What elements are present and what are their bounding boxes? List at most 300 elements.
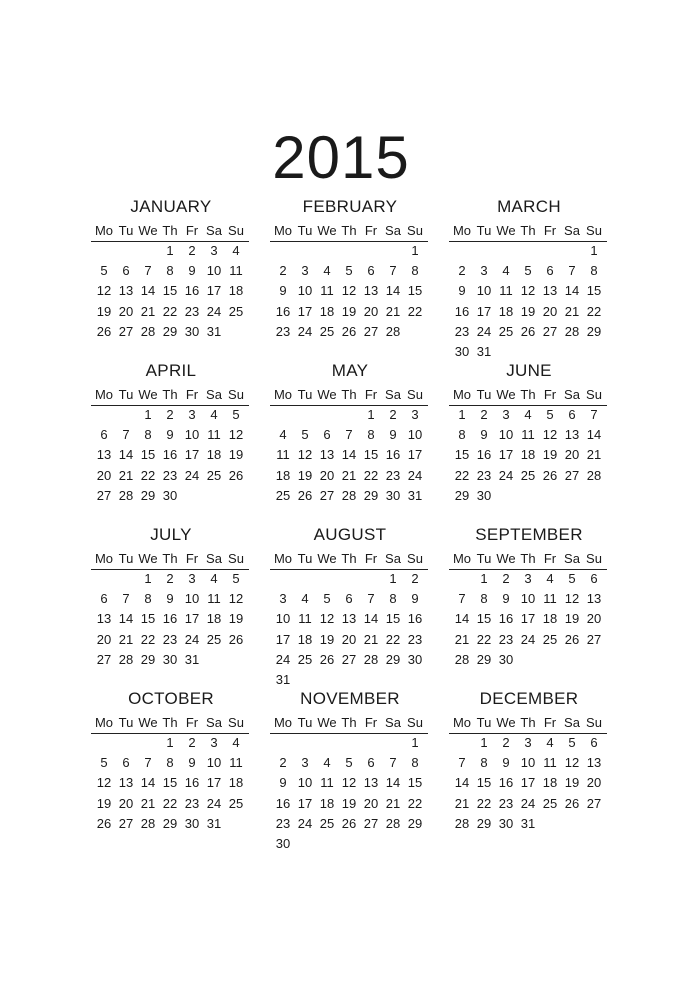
weekday-label: Fr	[543, 715, 557, 730]
day-cell: 14	[385, 283, 401, 299]
day-cell: 13	[586, 755, 602, 771]
day-cell: 7	[389, 755, 397, 771]
day-cell: 4	[279, 427, 287, 443]
day-cell: 20	[319, 467, 335, 483]
day-cell: 21	[385, 303, 401, 319]
day-cell: 25	[228, 795, 244, 811]
day-cell: 16	[385, 447, 401, 463]
day-cell: 3	[301, 263, 309, 279]
day-cell: 17	[206, 283, 222, 299]
day-cell: 4	[232, 735, 240, 750]
day-cell: 11	[207, 427, 221, 443]
day-cell: 11	[298, 611, 312, 627]
day-cell: 2	[502, 571, 510, 586]
day-cell: 13	[341, 611, 357, 627]
weekday-label: Tu	[476, 387, 492, 402]
day-cell: 12	[520, 283, 536, 299]
day-cell: 14	[118, 447, 134, 463]
day-cell: 30	[275, 836, 291, 851]
day-cell: 5	[345, 755, 353, 771]
day-cell: 13	[118, 283, 134, 299]
day-cell: 15	[407, 775, 423, 791]
weekday-label: We	[496, 715, 516, 730]
weekday-label: Tu	[118, 551, 134, 566]
day-cell: 29	[162, 323, 178, 339]
day-cell: 28	[341, 487, 357, 503]
day-cell: 16	[184, 283, 200, 299]
day-cell: 3	[188, 571, 196, 586]
day-cell: 11	[499, 283, 513, 299]
day-cell: 23	[407, 631, 423, 647]
day-cell: 30	[498, 651, 514, 667]
day-cell: 2	[480, 407, 488, 422]
day-cell: 7	[122, 591, 130, 607]
day-cell: 9	[411, 591, 419, 607]
month-name: JANUARY	[130, 197, 212, 216]
month-name: NOVEMBER	[300, 689, 400, 708]
day-cell: 24	[275, 651, 291, 667]
day-cell: 4	[546, 735, 554, 750]
day-cell: 3	[210, 243, 218, 258]
day-cell: 4	[232, 243, 240, 258]
day-cell: 15	[407, 283, 423, 299]
weekday-label: Tu	[118, 715, 134, 730]
day-cell: 18	[319, 795, 335, 811]
day-cell: 26	[564, 795, 580, 811]
weekday-label: Su	[586, 387, 602, 402]
day-cell: 20	[118, 303, 134, 319]
weekday-label: Tu	[476, 715, 492, 730]
day-cell: 21	[564, 303, 580, 319]
weekday-label: Mo	[273, 387, 293, 402]
day-cell: 12	[564, 591, 580, 607]
day-cell: 28	[586, 467, 602, 483]
day-cell: 16	[476, 447, 492, 463]
day-cell: 10	[498, 427, 514, 443]
month-name: APRIL	[145, 361, 197, 380]
day-cell: 9	[166, 591, 174, 607]
weekday-label: Th	[162, 387, 178, 402]
day-cell: 27	[96, 651, 112, 667]
day-cell: 29	[586, 323, 602, 339]
day-cell: 28	[118, 651, 134, 667]
month-november	[272, 689, 428, 849]
day-cell: 15	[454, 447, 470, 463]
weekday-label: Su	[586, 551, 602, 566]
day-cell: 10	[206, 263, 222, 279]
weekday-label: Tu	[297, 715, 313, 730]
day-cell: 22	[385, 631, 401, 647]
day-cell: 10	[184, 591, 200, 607]
day-cell: 25	[275, 487, 291, 503]
day-cell: 14	[363, 611, 379, 627]
day-cell: 10	[520, 755, 536, 771]
weekday-label: Th	[520, 715, 536, 730]
weekday-label: Sa	[206, 223, 222, 238]
month-name: JUNE	[506, 361, 552, 380]
day-cell: 28	[454, 815, 470, 831]
day-cell: 30	[498, 815, 514, 831]
weekday-label: Mo	[452, 223, 472, 238]
day-cell: 12	[542, 427, 558, 443]
day-cell: 2	[166, 571, 174, 586]
day-cell: 30	[454, 344, 470, 359]
weekday-label: Mo	[94, 223, 114, 238]
day-cell: 3	[411, 407, 419, 422]
day-cell: 19	[297, 467, 313, 483]
day-cell: 27	[96, 487, 112, 503]
month-october	[93, 689, 249, 849]
month-may	[272, 361, 428, 521]
weekday-label: We	[138, 715, 158, 730]
day-cell: 19	[341, 795, 357, 811]
weekday-label: Th	[162, 223, 178, 238]
month-name: MARCH	[497, 197, 561, 216]
weekday-label: Tu	[476, 551, 492, 566]
day-cell: 27	[564, 467, 580, 483]
day-cell: 25	[542, 631, 558, 647]
day-cell: 16	[454, 303, 470, 319]
day-cell: 11	[229, 755, 243, 771]
month-name: FEBRUARY	[302, 197, 398, 216]
day-cell: 9	[502, 591, 510, 607]
day-cell: 10	[297, 775, 313, 791]
weekday-label: We	[496, 551, 516, 566]
day-cell: 24	[206, 303, 222, 319]
day-cell: 11	[229, 263, 243, 279]
day-cell: 25	[319, 323, 335, 339]
day-cell: 12	[297, 447, 313, 463]
day-cell: 16	[498, 611, 514, 627]
day-cell: 5	[345, 263, 353, 279]
day-cell: 6	[568, 407, 576, 422]
day-cell: 17	[184, 611, 200, 627]
day-cell: 21	[118, 631, 134, 647]
day-cell: 28	[363, 651, 379, 667]
weekday-label: We	[317, 551, 337, 566]
day-cell: 15	[586, 283, 602, 299]
day-cell: 16	[162, 447, 178, 463]
header-rule	[91, 569, 249, 570]
day-cell: 24	[184, 467, 200, 483]
weekday-label: Su	[228, 551, 244, 566]
day-cell: 3	[279, 591, 287, 607]
weekday-label: Th	[520, 551, 536, 566]
day-cell: 31	[206, 323, 222, 339]
month-august	[272, 525, 428, 685]
day-cell: 14	[454, 775, 470, 791]
day-cell: 2	[389, 407, 397, 422]
day-cell: 2	[279, 755, 287, 771]
day-cell: 24	[297, 323, 313, 339]
day-cell: 4	[323, 755, 331, 771]
day-cell: 22	[140, 631, 156, 647]
weekday-label: Tu	[297, 223, 313, 238]
header-rule	[270, 241, 428, 242]
day-cell: 26	[96, 815, 112, 831]
day-cell: 25	[206, 631, 222, 647]
weekday-label: We	[138, 223, 158, 238]
day-cell: 31	[520, 815, 536, 831]
day-cell: 15	[476, 611, 492, 627]
day-cell: 27	[363, 323, 379, 339]
day-cell: 9	[502, 755, 510, 771]
weekday-label: We	[317, 715, 337, 730]
day-cell: 23	[184, 303, 200, 319]
weekday-label: Sa	[385, 715, 401, 730]
day-cell: 5	[323, 591, 331, 607]
day-cell: 30	[162, 651, 178, 667]
day-cell: 2	[411, 571, 419, 586]
day-cell: 4	[524, 407, 532, 422]
weekday-label: We	[496, 223, 516, 238]
day-cell: 18	[228, 775, 244, 791]
day-cell: 23	[162, 467, 178, 483]
weekday-label: Fr	[185, 551, 199, 566]
day-cell: 27	[586, 631, 602, 647]
day-cell: 15	[385, 611, 401, 627]
day-cell: 8	[144, 591, 152, 607]
day-cell: 5	[301, 427, 309, 443]
day-cell: 13	[363, 775, 379, 791]
day-cell: 21	[586, 447, 602, 463]
day-cell: 25	[498, 323, 514, 339]
day-cell: 7	[144, 263, 152, 279]
day-cell: 14	[140, 775, 156, 791]
day-cell: 20	[542, 303, 558, 319]
day-cell: 16	[407, 611, 423, 627]
day-cell: 3	[188, 407, 196, 422]
day-cell: 10	[275, 611, 291, 627]
weekday-label: We	[317, 223, 337, 238]
month-name: SEPTEMBER	[475, 525, 583, 544]
day-cell: 22	[162, 303, 178, 319]
day-cell: 16	[498, 775, 514, 791]
day-cell: 31	[275, 672, 291, 687]
header-rule	[91, 733, 249, 734]
day-cell: 26	[319, 651, 335, 667]
weekday-label: Su	[586, 223, 602, 238]
day-cell: 22	[586, 303, 602, 319]
day-cell: 26	[228, 631, 244, 647]
day-cell: 18	[542, 775, 558, 791]
day-cell: 7	[458, 755, 466, 771]
day-cell: 3	[524, 735, 532, 750]
day-cell: 26	[564, 631, 580, 647]
weekday-label: Fr	[543, 223, 557, 238]
day-cell: 1	[411, 243, 419, 258]
weekday-label: We	[138, 387, 158, 402]
weekday-label: Su	[407, 551, 423, 566]
day-cell: 6	[546, 263, 554, 279]
day-cell: 28	[118, 487, 134, 503]
day-cell: 22	[476, 631, 492, 647]
day-cell: 17	[520, 611, 536, 627]
day-cell: 23	[498, 795, 514, 811]
weekday-label: Mo	[273, 715, 293, 730]
month-july	[93, 525, 249, 685]
day-cell: 8	[411, 755, 419, 771]
day-cell: 7	[458, 591, 466, 607]
weekday-label: Sa	[385, 387, 401, 402]
day-cell: 21	[363, 631, 379, 647]
day-cell: 11	[320, 775, 334, 791]
day-cell: 9	[458, 283, 466, 299]
day-cell: 28	[454, 651, 470, 667]
day-cell: 6	[100, 591, 108, 607]
day-cell: 3	[524, 571, 532, 586]
day-cell: 13	[363, 283, 379, 299]
day-cell: 1	[590, 243, 598, 258]
day-cell: 20	[586, 775, 602, 791]
weekday-label: Th	[341, 551, 357, 566]
day-cell: 18	[319, 303, 335, 319]
weekday-label: Tu	[118, 387, 134, 402]
day-cell: 21	[341, 467, 357, 483]
day-cell: 26	[297, 487, 313, 503]
day-cell: 22	[363, 467, 379, 483]
day-cell: 1	[389, 571, 397, 586]
day-cell: 9	[188, 755, 196, 771]
day-cell: 28	[140, 323, 156, 339]
day-cell: 12	[228, 427, 244, 443]
day-cell: 15	[162, 775, 178, 791]
day-cell: 16	[162, 611, 178, 627]
day-cell: 2	[188, 735, 196, 750]
day-cell: 9	[279, 775, 287, 791]
day-cell: 21	[140, 795, 156, 811]
day-cell: 5	[524, 263, 532, 279]
day-cell: 2	[279, 263, 287, 279]
month-name: MAY	[331, 361, 369, 380]
weekday-label: Sa	[385, 223, 401, 238]
month-april	[93, 361, 249, 521]
day-cell: 17	[476, 303, 492, 319]
month-june	[451, 361, 607, 521]
day-cell: 8	[480, 755, 488, 771]
day-cell: 11	[207, 591, 221, 607]
day-cell: 24	[206, 795, 222, 811]
day-cell: 25	[206, 467, 222, 483]
day-cell: 23	[454, 323, 470, 339]
month-january	[93, 197, 249, 357]
day-cell: 1	[411, 735, 419, 750]
day-cell: 28	[140, 815, 156, 831]
day-cell: 9	[279, 283, 287, 299]
day-cell: 31	[476, 344, 492, 359]
day-cell: 12	[96, 283, 112, 299]
day-cell: 8	[590, 263, 598, 279]
header-rule	[270, 569, 428, 570]
day-cell: 15	[476, 775, 492, 791]
day-cell: 15	[363, 447, 379, 463]
day-cell: 5	[568, 571, 576, 586]
day-cell: 7	[122, 427, 130, 443]
day-cell: 30	[184, 815, 200, 831]
day-cell: 1	[480, 735, 488, 750]
day-cell: 18	[520, 447, 536, 463]
weekday-label: Tu	[118, 223, 134, 238]
day-cell: 1	[458, 407, 466, 422]
day-cell: 30	[184, 323, 200, 339]
day-cell: 17	[498, 447, 514, 463]
day-cell: 27	[363, 815, 379, 831]
day-cell: 11	[543, 591, 557, 607]
weekday-label: Tu	[297, 551, 313, 566]
month-name: JULY	[150, 525, 192, 544]
day-cell: 11	[543, 755, 557, 771]
weekday-label: Tu	[297, 387, 313, 402]
day-cell: 19	[96, 795, 112, 811]
day-cell: 18	[206, 611, 222, 627]
day-cell: 2	[188, 243, 196, 258]
day-cell: 19	[228, 447, 244, 463]
day-cell: 5	[546, 407, 554, 422]
day-cell: 11	[276, 447, 290, 463]
day-cell: 3	[502, 407, 510, 422]
day-cell: 21	[385, 795, 401, 811]
weekday-label: Th	[341, 387, 357, 402]
day-cell: 1	[367, 407, 375, 422]
weekday-label: Sa	[206, 387, 222, 402]
day-cell: 6	[122, 755, 130, 771]
header-rule	[91, 241, 249, 242]
weekday-label: Mo	[273, 223, 293, 238]
day-cell: 9	[166, 427, 174, 443]
weekday-label: Sa	[206, 715, 222, 730]
weekday-label: Su	[228, 223, 244, 238]
weekday-label: Th	[341, 223, 357, 238]
weekday-label: Su	[407, 715, 423, 730]
day-cell: 1	[166, 243, 174, 258]
day-cell: 25	[520, 467, 536, 483]
day-cell: 22	[140, 467, 156, 483]
day-cell: 3	[210, 735, 218, 750]
day-cell: 29	[162, 815, 178, 831]
day-cell: 23	[275, 815, 291, 831]
day-cell: 24	[297, 815, 313, 831]
day-cell: 29	[140, 487, 156, 503]
day-cell: 25	[297, 651, 313, 667]
day-cell: 17	[297, 303, 313, 319]
weekday-label: Th	[520, 223, 536, 238]
day-cell: 4	[210, 571, 218, 586]
header-rule	[449, 405, 607, 406]
day-cell: 19	[564, 775, 580, 791]
weekday-label: We	[138, 551, 158, 566]
weekday-label: Sa	[564, 223, 580, 238]
day-cell: 23	[184, 795, 200, 811]
day-cell: 17	[297, 795, 313, 811]
header-rule	[91, 405, 249, 406]
day-cell: 10	[520, 591, 536, 607]
day-cell: 15	[162, 283, 178, 299]
day-cell: 1	[144, 571, 152, 586]
day-cell: 12	[341, 283, 357, 299]
day-cell: 29	[454, 487, 470, 503]
weekday-label: Fr	[364, 387, 378, 402]
weekday-label: We	[317, 387, 337, 402]
weekday-label: Fr	[185, 223, 199, 238]
day-cell: 23	[498, 631, 514, 647]
month-september	[451, 525, 607, 685]
day-cell: 30	[407, 651, 423, 667]
day-cell: 12	[319, 611, 335, 627]
day-cell: 27	[118, 815, 134, 831]
day-cell: 9	[188, 263, 196, 279]
day-cell: 5	[568, 735, 576, 750]
month-name: OCTOBER	[128, 689, 214, 708]
